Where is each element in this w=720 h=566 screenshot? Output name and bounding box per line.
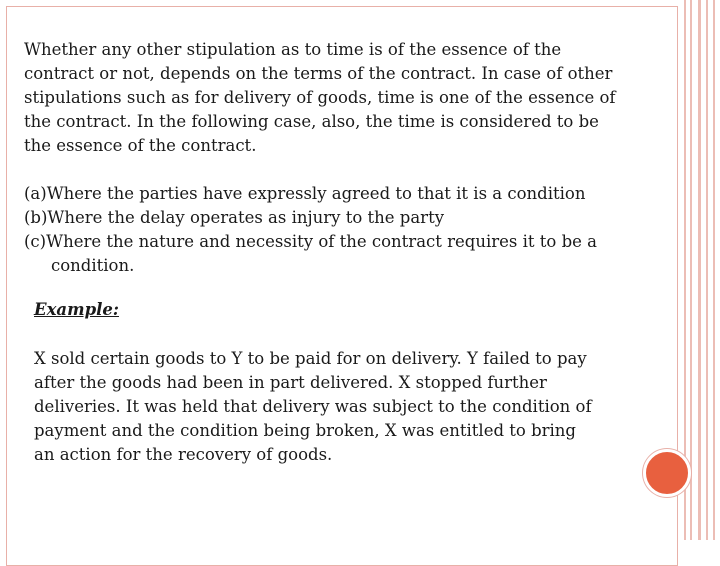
example-line: payment and the condition being broken, X was entitled to bring — [34, 421, 576, 440]
intro-line: Whether any other stipulation as to time is of the essence of the — [24, 40, 562, 59]
slide-content — [24, 38, 664, 467]
list-item-continuation: condition. — [51, 256, 135, 275]
intro-paragraph — [24, 38, 664, 158]
rail-line — [713, 0, 715, 540]
list-item: (c)Where the nature and necessity of the contract requires it to be a — [24, 232, 598, 251]
rail-line — [690, 0, 692, 540]
intro-line: stipulations such as for delivery of goods, time is one of the essence of — [24, 88, 616, 107]
example-line: X sold certain goods to Y to be paid for on delivery. Y failed to pay — [34, 349, 587, 368]
intro-line: contract or not, depends on the terms of the contract. In case of other — [24, 64, 613, 83]
rail-line — [698, 0, 701, 540]
rail-line — [706, 0, 708, 540]
list-item: (b)Where the delay operates as injury to the party — [24, 208, 445, 227]
intro-line: the essence of the contract. — [24, 136, 257, 155]
conditions-list — [24, 182, 664, 278]
example-line: after the goods had been in part delivered. X stopped further — [34, 373, 547, 392]
intro-line: the contract. In the following case, also, the time is considered to be — [24, 112, 599, 131]
example-block — [34, 298, 664, 467]
example-line: deliveries. It was held that delivery was subject to the condition of — [34, 397, 592, 416]
example-line: an action for the recovery of goods. — [34, 445, 333, 464]
list-item: (a)Where the parties have expressly agreed to that it is a condition — [24, 184, 586, 203]
example-heading: Example: — [34, 300, 119, 319]
decorative-rail — [684, 0, 720, 540]
